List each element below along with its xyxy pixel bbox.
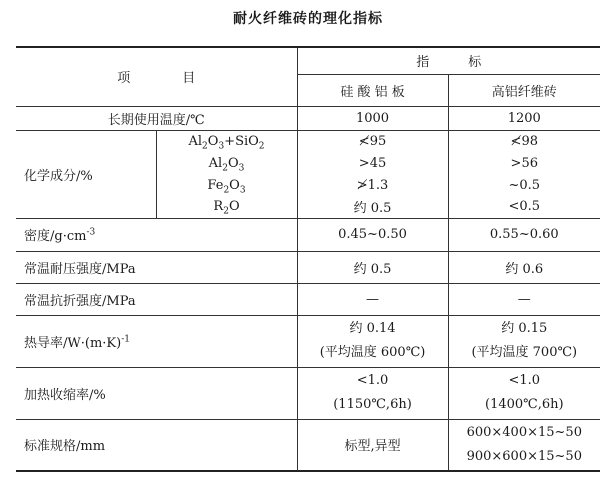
cell-compress-a: 约 0.5 (297, 251, 448, 283)
cell-r2o-b: <0.5 (448, 196, 600, 218)
header-item: 项 目 (16, 47, 297, 106)
cell-spec-b-line2: 900×600×15~50 (466, 448, 582, 464)
cell-shrink-b-note: (1400℃,6h) (485, 397, 564, 412)
row-label-bend: 常温抗折强度/MPa (16, 283, 297, 315)
row-label-temp: 长期使用温度/℃ (16, 106, 297, 130)
chem-fe2o3-label: $Fe_2O_3$ (156, 174, 297, 196)
cell-compress-b: 约 0.6 (448, 251, 600, 283)
properties-table (16, 46, 600, 472)
cell-al2o3-b: >56 (448, 152, 600, 174)
cell-bend-b: — (448, 283, 600, 315)
cell-shrink-a (297, 367, 448, 419)
chem-sio2-label: $Al_2O_3+SiO_2$ (156, 130, 297, 152)
cell-shrink-b-value: <1.0 (508, 373, 541, 388)
cell-shrink-a-note: (1150℃,6h) (333, 397, 412, 412)
row-label-conduct: 热导率$/W\cdot(m\cdot K)^{-1}$ (16, 315, 297, 367)
cell-sio2-b: ≮98 (448, 130, 600, 152)
chem-r2o-label: $R_2O$ (156, 196, 297, 218)
cell-bend-a: — (297, 283, 448, 315)
cell-conduct-b-value: 约 0.15 (501, 321, 548, 336)
header-index: 指 标 (297, 47, 600, 74)
chem-al2o3-label: $Al_2O_3$ (156, 152, 297, 174)
cell-al2o3-a: >45 (297, 152, 448, 174)
table-row (16, 419, 600, 471)
row-label-shrink: 加热收缩率/% (16, 367, 297, 419)
header-row (16, 47, 600, 74)
cell-conduct-a (297, 315, 448, 367)
cell-spec-b-line1: 600×400×15~50 (466, 424, 582, 440)
row-label-density: 密度$/g\cdot cm^{-3}$ (16, 218, 297, 251)
header-col-a: 硅 酸 铝 板 (297, 74, 448, 106)
cell-fe2o3-b: ~0.5 (448, 174, 600, 196)
row-label-spec: 标准规格/mm (16, 419, 297, 471)
cell-spec-a: 标型,异型 (297, 419, 448, 471)
cell-conduct-b (448, 315, 600, 367)
cell-r2o-a: 约 0.5 (297, 196, 448, 218)
table-title: 耐火纤维砖的理化指标 (233, 11, 383, 27)
cell-conduct-a-note: (平均温度 600℃) (319, 345, 426, 360)
cell-shrink-b (448, 367, 600, 419)
table-row (16, 251, 600, 283)
cell-temp-b: 1200 (448, 106, 600, 130)
table-row (16, 130, 600, 152)
cell-conduct-a-value: 约 0.14 (349, 321, 396, 336)
row-label-chem: 化学成分/% (16, 130, 156, 218)
table-row (16, 367, 600, 419)
table-row (16, 106, 600, 130)
table-row (16, 283, 600, 315)
header-col-b: 高铝纤维砖 (448, 74, 600, 106)
cell-density-b: 0.55~0.60 (448, 218, 600, 251)
row-label-compress: 常温耐压强度/MPa (16, 251, 297, 283)
cell-sio2-a: ≮95 (297, 130, 448, 152)
table-row (16, 218, 600, 251)
cell-conduct-b-note: (平均温度 700℃) (471, 345, 578, 360)
cell-spec-b (448, 419, 600, 471)
cell-shrink-a-value: <1.0 (356, 373, 389, 388)
cell-density-a: 0.45~0.50 (297, 218, 448, 251)
cell-fe2o3-a: ≯1.3 (297, 174, 448, 196)
table-row (16, 315, 600, 367)
cell-temp-a: 1000 (297, 106, 448, 130)
